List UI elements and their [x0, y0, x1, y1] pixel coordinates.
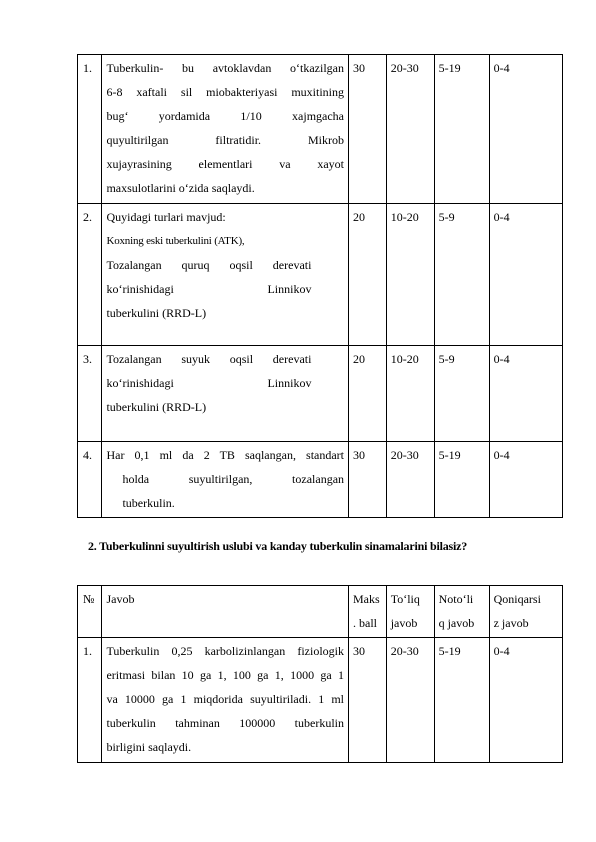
answer-text — [102, 442, 349, 518]
answer-text — [102, 204, 349, 346]
answer-line: Koxning eski tuberkulini (ATK), — [106, 235, 245, 247]
incomplete-answer-score: 5-19 — [434, 638, 489, 763]
header-answer: Javob — [102, 586, 349, 638]
unsatisfactory-score: 0-4 — [489, 55, 562, 204]
table-row — [78, 346, 563, 442]
header-unsatisfactory — [489, 586, 562, 638]
header-max-score — [349, 586, 387, 638]
header-line: javob — [390, 616, 418, 630]
answer-text — [102, 55, 349, 204]
answer-line: tuberkulin. — [122, 496, 175, 510]
answer-line: Tuberkulin- bu avtoklavdan o‘tkazilgan — [106, 61, 345, 75]
header-line: q javob — [438, 616, 475, 630]
answer-line: eritmasi bilan 10 ga 1, 100 ga 1, 1000 ga 1 — [106, 668, 345, 682]
table-row — [78, 55, 563, 204]
full-answer-score: 20-30 — [386, 442, 434, 518]
answer-line: Tozalangan quruq oqsil derevati — [106, 258, 312, 272]
answer-line: bug‘ yordamida 1/10 xajmgacha — [106, 109, 345, 123]
row-number: 3. — [78, 346, 102, 442]
answer-line: va 10000 ga 1 miqdorida suyultiriladi. 1 ml — [106, 692, 345, 706]
incomplete-answer-score: 5-19 — [434, 55, 489, 204]
full-answer-score: 10-20 — [386, 204, 434, 346]
row-number: 1. — [78, 638, 102, 763]
max-score: 30 — [349, 442, 387, 518]
criteria-table-1 — [77, 54, 563, 518]
incomplete-answer-score: 5-19 — [434, 442, 489, 518]
answer-line: quyultirilgan filtratidir. Mikrob — [106, 133, 345, 147]
answer-line: Quyidagi turlari mavjud: — [106, 210, 226, 224]
answer-line: tuberkulini (RRD-L) — [106, 400, 207, 414]
answer-line: holda suyultirilgan, tozalangan — [122, 472, 345, 486]
header-number: № — [78, 586, 102, 638]
table-header-row — [78, 586, 563, 638]
header-line: Qoniqarsi — [493, 592, 541, 606]
answer-line: ko‘rinishidagi Linnikov — [106, 282, 312, 296]
incomplete-answer-score: 5-9 — [434, 346, 489, 442]
full-answer-score: 10-20 — [386, 346, 434, 442]
incomplete-answer-score: 5-9 — [434, 204, 489, 346]
answer-text — [102, 638, 349, 763]
table-row — [78, 638, 563, 763]
row-number: 2. — [78, 204, 102, 346]
answer-text — [102, 346, 349, 442]
answer-line: Tozalangan suyuk oqsil derevati — [106, 352, 312, 366]
table-row — [78, 442, 563, 518]
answer-line: Tuberkulin 0,25 karbolizinlangan fiziologik — [106, 644, 345, 658]
max-score: 20 — [349, 204, 387, 346]
answer-line: xujayrasining elementlari va xayot — [106, 157, 345, 171]
table-row — [78, 204, 563, 346]
row-number: 4. — [78, 442, 102, 518]
unsatisfactory-score: 0-4 — [489, 638, 562, 763]
full-answer-score: 20-30 — [386, 55, 434, 204]
header-incomplete-answer — [434, 586, 489, 638]
unsatisfactory-score: 0-4 — [489, 442, 562, 518]
question-heading: 2. Tuberkulinni suyultirish uslubi va kanday tuberkulin sinamalarini bilasiz? — [88, 539, 468, 553]
answer-line: 6-8 xaftali sil miobakteriyasi muxitining — [106, 85, 345, 99]
unsatisfactory-score: 0-4 — [489, 204, 562, 346]
answer-line: tuberkulini (RRD-L) — [106, 306, 207, 320]
row-number: 1. — [78, 55, 102, 204]
answer-line: ko‘rinishidagi Linnikov — [106, 376, 312, 390]
criteria-table-2 — [77, 585, 563, 763]
max-score: 30 — [349, 638, 387, 763]
header-full-answer — [386, 586, 434, 638]
max-score: 20 — [349, 346, 387, 442]
answer-line: birligini saqlaydi. — [106, 740, 192, 754]
header-line: z javob — [493, 616, 529, 630]
answer-line: tuberkulin tahminan 100000 tuberkulin — [106, 716, 345, 730]
answer-line: Har 0,1 ml da 2 TB saqlangan, standart — [106, 448, 345, 462]
header-line: Noto‘li — [438, 592, 474, 606]
max-score: 30 — [349, 55, 387, 204]
header-line: To‘liq — [390, 592, 420, 606]
unsatisfactory-score: 0-4 — [489, 346, 562, 442]
header-line: . ball — [353, 616, 378, 630]
header-line: Maks — [353, 592, 380, 606]
full-answer-score: 20-30 — [386, 638, 434, 763]
answer-line: maxsulotlarini o‘zida saqlaydi. — [106, 181, 255, 195]
